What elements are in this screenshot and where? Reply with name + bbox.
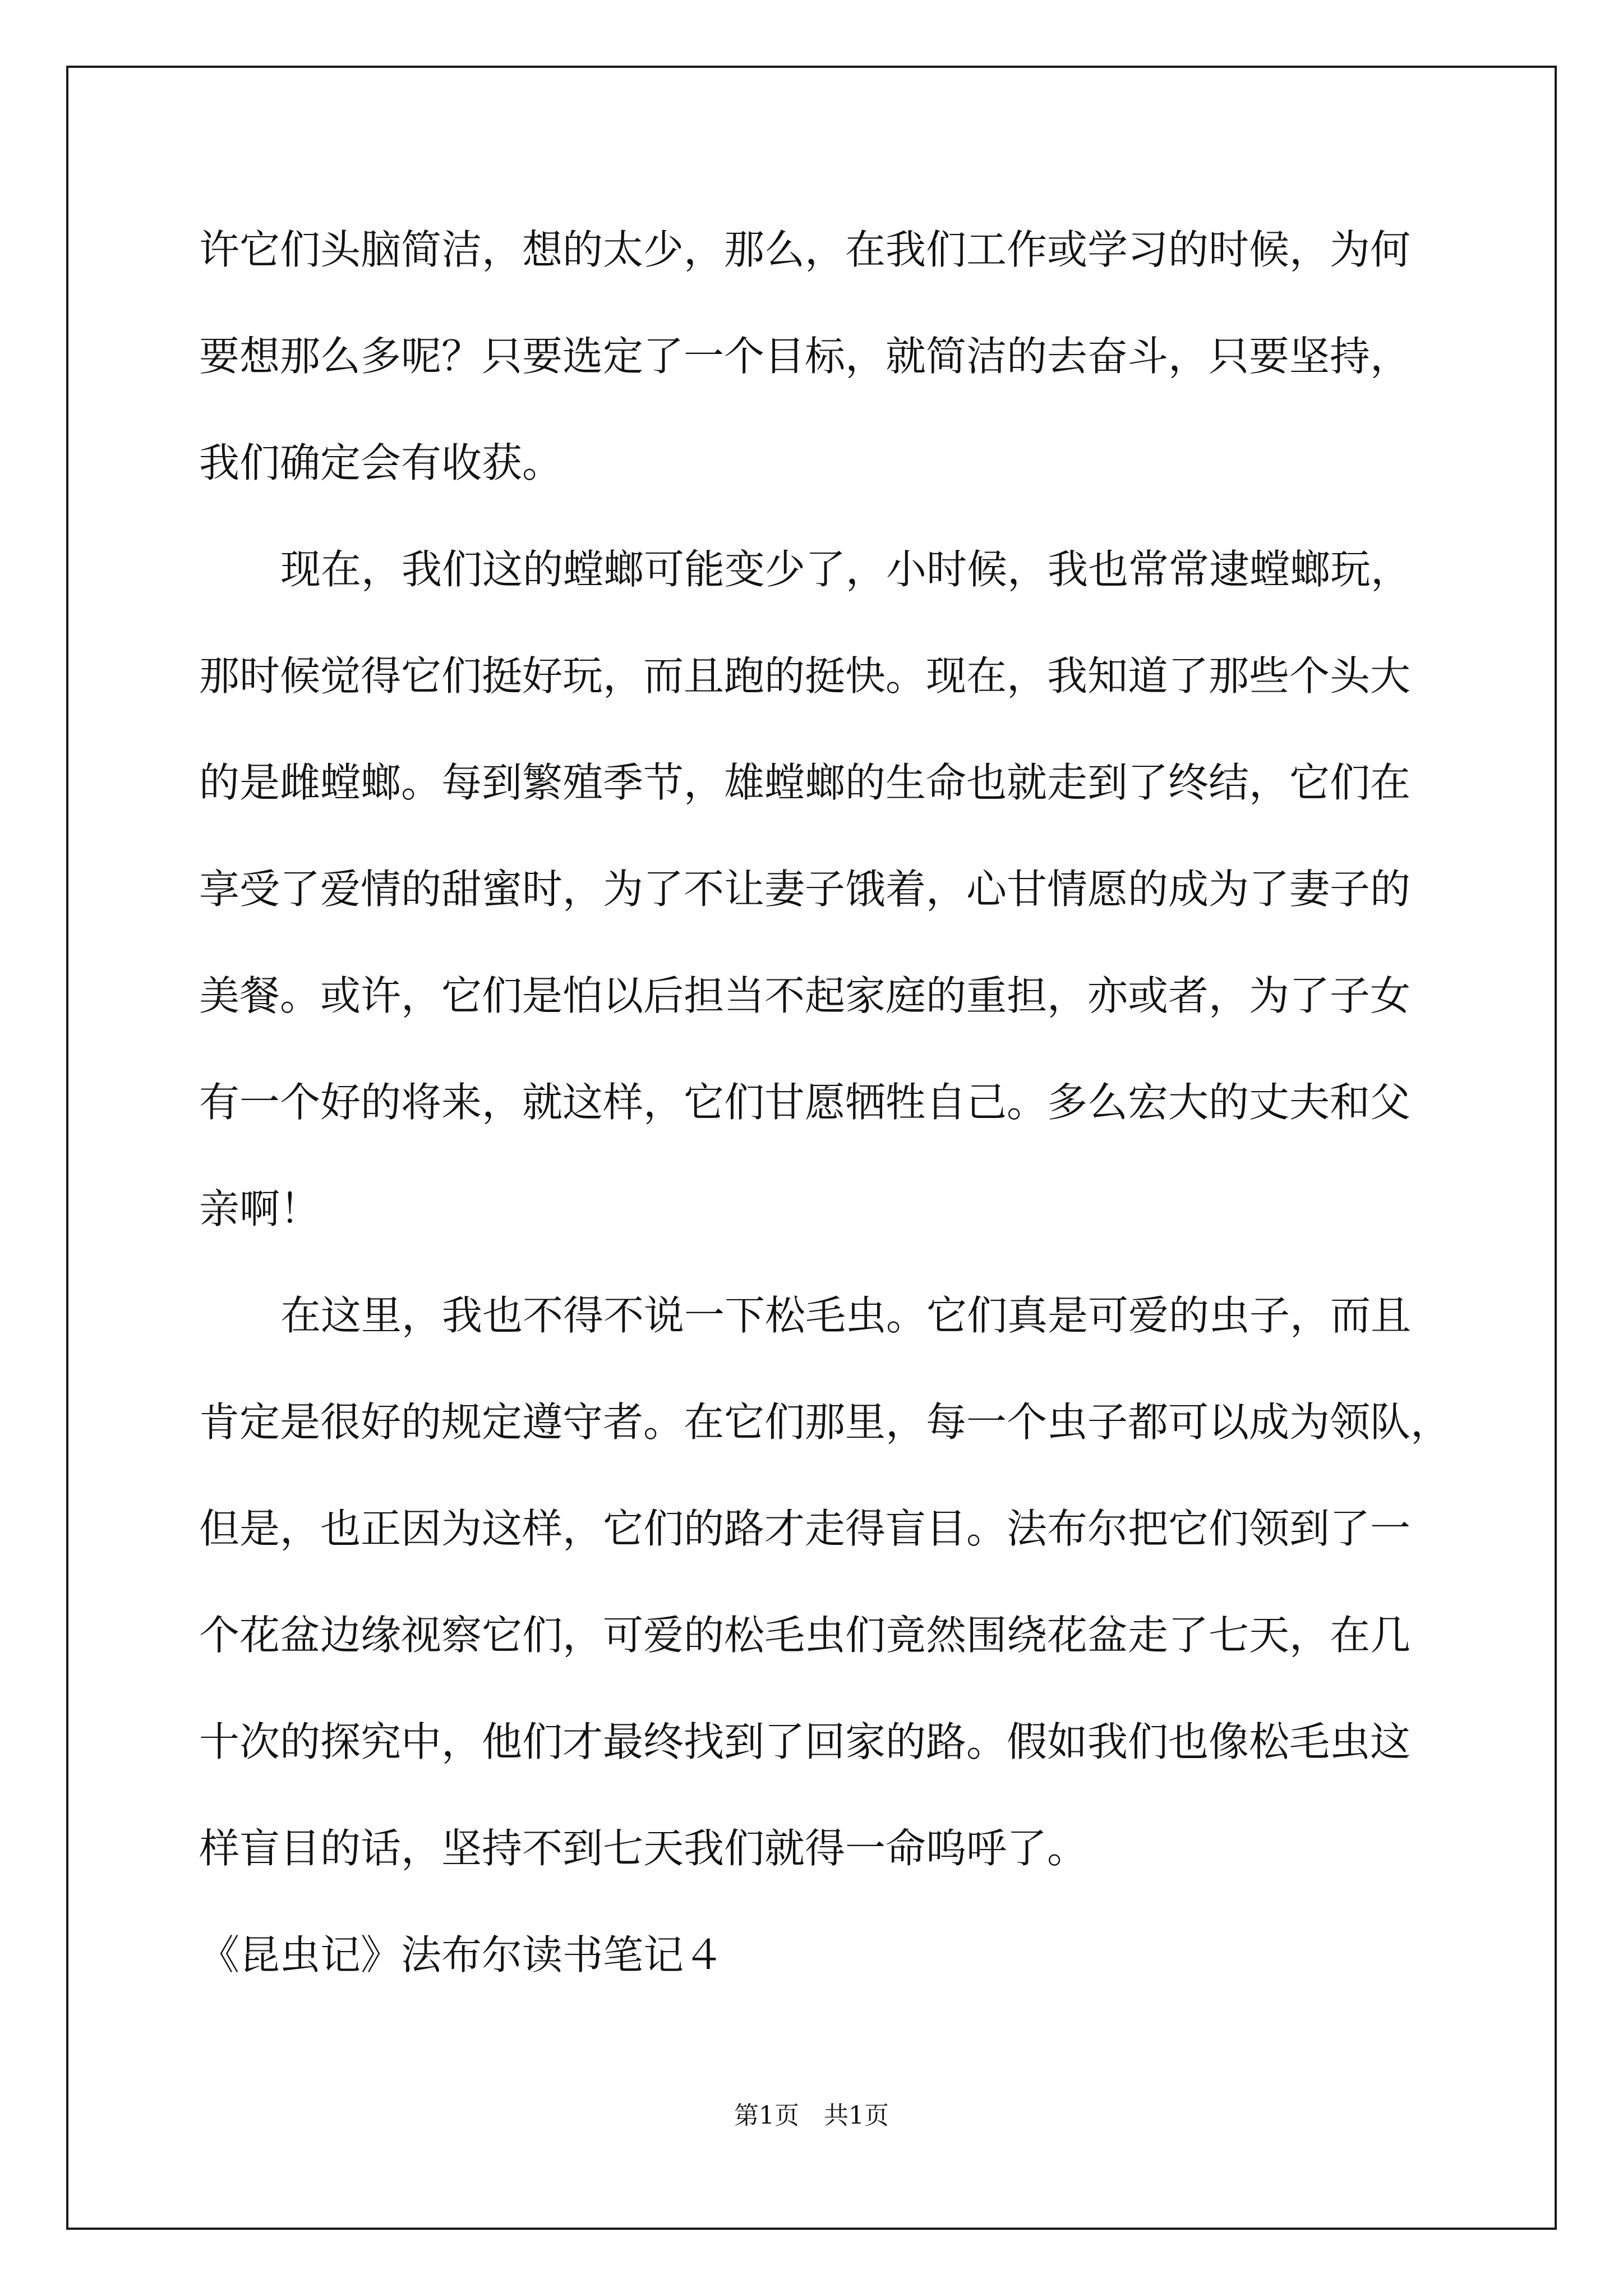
section-title: 《昆虫记》法布尔读书笔记４: [199, 1931, 725, 1978]
paragraph-line: 个花盆边缘视察它们，可爱的松毛虫们竟然围绕花盆走了七天，在几: [199, 1612, 1411, 1659]
paragraph-line: 有一个好的将来，就这样，它们甘愿牺牲自己。多么宏大的丈夫和父: [199, 1079, 1411, 1126]
paragraph-line: 在这里，我也不得不说一下松毛虫。它们真是可爱的虫子，而且: [280, 1292, 1412, 1339]
paragraph-line: 许它们头脑简洁，想的太少，那么，在我们工作或学习的时候，为何: [199, 226, 1411, 273]
paragraph-line: 那时候觉得它们挺好玩，而且跑的挺快。现在，我知道了那些个头大: [199, 652, 1411, 700]
paragraph-line: 现在，我们这的螳螂可能变少了，小时候，我也常常逮螳螂玩，: [280, 546, 1412, 593]
paragraph-line: 十次的探究中，他们才最终找到了回家的路。假如我们也像松毛虫这: [199, 1718, 1411, 1765]
paragraph-line: 亲啊！: [199, 1185, 321, 1232]
page-border: [66, 66, 1557, 2230]
page-number-footer: 第1页 共1页: [734, 2101, 889, 2130]
paragraph-line: 样盲目的话，坚持不到七天我们就得一命呜呼了。: [199, 1825, 1088, 1872]
paragraph-line: 我们确定会有收获。: [199, 439, 563, 486]
paragraph-line: 要想那么多呢？只要选定了一个目标，就简洁的去奋斗，只要坚持，: [199, 333, 1411, 380]
paragraph-line: 美餐。或许，它们是怕以后担当不起家庭的重担，亦或者，为了子女: [199, 972, 1411, 1019]
paragraph-line: 但是，也正因为这样，它们的路才走得盲目。法布尔把它们领到了一: [199, 1505, 1411, 1552]
paragraph-line: 享受了爱情的甜蜜时，为了不让妻子饿着，心甘情愿的成为了妻子的: [199, 866, 1411, 913]
paragraph-line: 的是雌螳螂。每到繁殖季节，雄螳螂的生命也就走到了终结，它们在: [199, 759, 1411, 806]
paragraph-line: 肯定是很好的规定遵守者。在它们那里，每一个虫子都可以成为领队，: [199, 1398, 1451, 1446]
